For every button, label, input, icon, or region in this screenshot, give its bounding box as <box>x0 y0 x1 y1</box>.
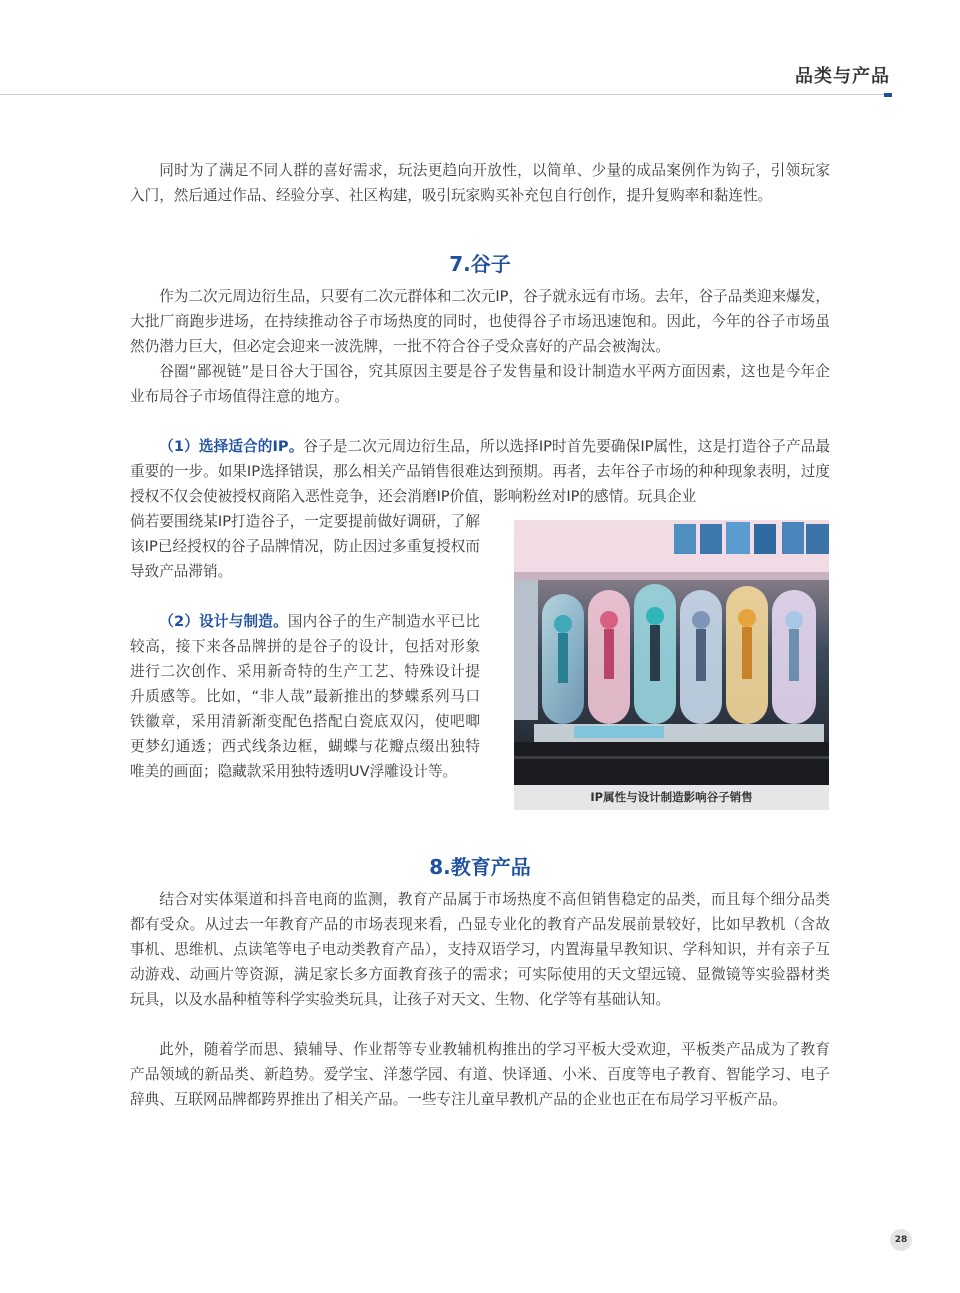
acrylic-stand-display-illustration <box>514 520 829 785</box>
point-2-paragraph <box>130 609 480 784</box>
point-2-text: 国内谷子的生产制造水平已比较高，接下来各品牌拼的是谷子的设计，包括对形象进行二次创作、采用新奇特的生产工艺、特殊设计提升质感等。比如，“非人哉”最新推出的梦蝶系列马口铁徽章，采用清新渐变配色搭配白瓷底双闪，使吧唧更梦幻通透；西式线条边框，蝴蝶与花瓣点缀出独特唯美的画面；隐藏款采用独特透明UV浮雕设计等。 <box>130 613 480 780</box>
section-7-title: 7.谷子 <box>449 252 511 276</box>
section-8-paragraph-2: 此外，随着学而思、猿辅导、作业帮等专业教辅机构推出的学习平板大受欢迎，平板类产品成为了教育产品领域的新品类、新趋势。爱学宝、洋葱学园、有道、快译通、小米、百度等电子教育、智能学习、电子辞典、互联网品牌都跨界推出了相关产品。一些专注儿童早教机产品的企业也正在布局学习平板产品。 <box>130 1041 830 1108</box>
figure <box>514 520 829 810</box>
section-8-title: 8.教育产品 <box>429 855 531 879</box>
point-1-paragraph <box>130 434 830 509</box>
point-1-text-a: 谷子是二次元周边衍生品，所以选择IP时首先要确保IP属性，这是打造谷子产品最重要的一步。如果IP选择错误，那么相关产品销售很难达到预期。再者，去年谷子市场的种种现象表明，过度授权不仅会使被授权商陷入恶性竞争，还会消磨IP价值，影响粉丝对IP的感情。玩具企业 <box>130 438 831 505</box>
figure-caption: IP属性与设计制造影响谷子销售 <box>514 785 829 810</box>
header-accent-mark <box>884 93 892 97</box>
section-7-paragraph-2: 谷圈“鄙视链”是日谷大于国谷，究其原因主要是谷子发售量和设计制造水平两方面因素，这也是今年企业布局谷子市场值得注意的地方。 <box>130 363 830 405</box>
point-1-lead: （1）选择适合的IP。 <box>159 438 304 455</box>
point-1-continuation: 倘若要围绕某IP打造谷子，一定要提前做好调研，了解该IP已经授权的谷子品牌情况，防止因过多重复授权而导致产品滞销。 <box>130 513 480 580</box>
section-7-paragraph-1: 作为二次元周边衍生品，只要有二次元群体和二次元IP，谷子就永远有市场。去年，谷子品类迎来爆发，大批厂商跑步进场，在持续推动谷子市场热度的同时，也使得谷子市场迅速饱和。因此，今年的谷子市场虽然仍潜力巨大，但必定会迎来一波洗牌，一批不符合谷子受众喜好的产品会被淘汰。 <box>130 288 830 355</box>
point-2-lead: （2）设计与制造。 <box>159 613 288 630</box>
intro-paragraph: 同时为了满足不同人群的喜好需求，玩法更趋向开放性，以简单、少量的成品案例作为钩子，引领玩家入门，然后通过作品、经验分享、社区构建，吸引玩家购买补充包自行创作，提升复购率和黏连性。 <box>130 162 830 204</box>
header-divider <box>0 94 892 95</box>
figure-photo <box>514 520 829 785</box>
header-title: 品类与产品 <box>795 66 890 87</box>
page-number: 28 <box>890 1229 912 1251</box>
section-8-paragraph-1: 结合对实体渠道和抖音电商的监测，教育产品属于市场热度不高但销售稳定的品类，而且每个细分品类都有受众。从过去一年教育产品的市场表现来看，凸显专业化的教育产品发展前景较好，比如早教机（含故事机、思维机、点读笔等电子电动类教育产品），支持双语学习，内置海量早教知识、学科知识，并有亲子互动游戏、动画片等资源，满足家长多方面教育孩子的需求；可实际使用的天文望远镜、显微镜等实验器材类玩具，以及水晶种植等科学实验类玩具，让孩子对天文、生物、化学等有基础认知。 <box>130 891 830 1008</box>
